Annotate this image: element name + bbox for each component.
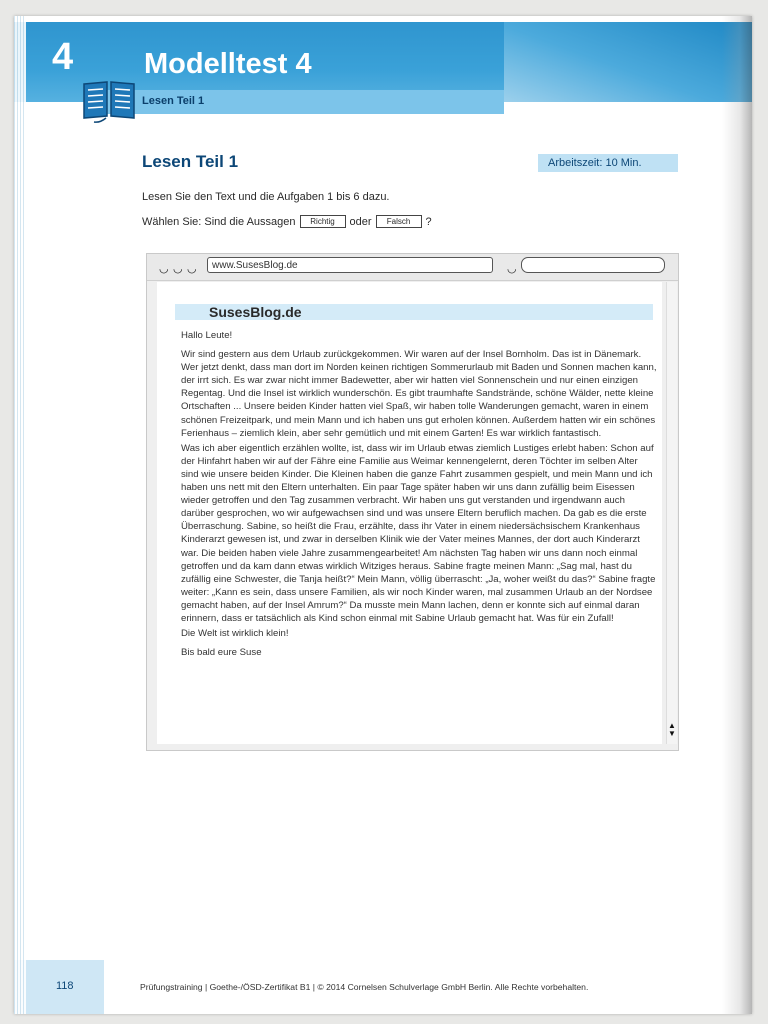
book-icon	[80, 76, 138, 124]
scrollbar	[666, 282, 677, 744]
instruction-prefix: Wählen Sie: Sind die Aussagen	[142, 215, 296, 228]
home-icon: ◡	[187, 263, 197, 275]
instruction-middle: oder	[349, 215, 372, 228]
worktime-label: Arbeitszeit: 10 Min.	[548, 157, 642, 169]
chapter-number: 4	[52, 36, 74, 78]
forward-icon: ◡	[173, 263, 183, 275]
page-sheet	[14, 16, 752, 1014]
search-field	[521, 257, 665, 273]
header-band-gradient	[504, 22, 752, 102]
blog-post	[181, 329, 657, 661]
blog-signature: Bis bald eure Suse	[181, 647, 262, 659]
binding-shadow	[722, 16, 752, 1014]
reload-icon: ◡	[507, 263, 517, 275]
scroll-arrows-icon: ▲ ▼	[668, 721, 676, 738]
browser-toolbar	[147, 254, 678, 281]
url-field: www.SusesBlog.de	[207, 257, 493, 273]
option-falsch-box: Falsch	[376, 215, 422, 228]
page-title: Modelltest 4	[144, 48, 312, 80]
section-title: Lesen Teil 1	[142, 152, 239, 171]
browser-window	[146, 253, 679, 751]
page-edges	[14, 16, 26, 1014]
page-number: 118	[56, 980, 74, 992]
instruction-suffix: ?	[425, 215, 432, 228]
blog-greeting: Hallo Leute!	[181, 330, 233, 341]
blog-paragraph-2: Was ich aber eigentlich erzählen wollte, ist, dass wir im Urlaub etwas ziemlich Lustiges erlebt haben: Schon auf der Hinfahrt haben wir auf der Fähre eine Familie aus Weimar kennengelernt, deren Töchter im selben Alter sind wie unsere beiden Kinder. Die Kleinen haben die ganze Fahrt zusammen gespielt, und mein Mann und ich haben uns nett mit den Eltern unterhalten. Ein paar Tage später haben wir uns dann zufällig beim Eisessen wieder getroffen und den Tag zusammen verbracht. Wir haben uns gut verstanden und irgendwann auch darüber gesprochen, wo wir aufgewachsen sind und was unsere Eltern beruflich machen. Da gab es die erste Überraschung. Sabine, so heißt die Frau, erzählte, dass ihr Vater in einem niedersächsischem Krankenhaus Kinderarzt gewesen ist, und zwar in derselben Klinik wie der Vater meines Mannes, der dort auch Kinderarzt war. Die beiden haben viele Jahre zusammengearbeitet! Am nächsten Tag haben wir uns dann noch einmal getroffen und da kam dann etwas wirklich Witziges heraus. Sabine fragte meinen Mann: „Sag mal, hast du zufällig eine Schwester, die Tanja heißt?“ Mein Mann, völlig überrascht: „Ja, woher weißt du das?“ Sabine fragte weiter: „Kann es sein, dass unsere Familien, als wir noch Kinder waren, mal zusammen Urlaub an der Nordsee gemacht haben, auf der Insel Amrum?“ Da musste mein Mann lachen, denn er konnte sich auf einmal daran erinnern, dass er tatsächlich als Kind schon einmal mit Sabine Urlaub gemacht hat. Was für ein Zufall!	[181, 442, 656, 624]
subheader-label: Lesen Teil 1	[142, 95, 205, 107]
blog-title: SusesBlog.de	[209, 304, 302, 320]
option-richtig-box: Richtig	[300, 215, 346, 228]
back-icon: ◡	[159, 263, 169, 275]
blog-paragraph-1: Wir sind gestern aus dem Urlaub zurückgekommen. Wir waren auf der Insel Bornholm. Das ist in Dänemark. Wer jetzt denkt, dass man dort im Norden keinen richtigen Sommerurlaub mit Baden und Sonnen machen kann, der irrt sich. Es war zwar nicht immer Badewetter, aber wir hatten viel Sonnenschein und nur einen einzigen Regentag. Und die Insel ist wirklich wunderschön. Es gibt traumhafte Sandstrände, schöne Wälder, nette kleine Ortschaften ... Unsere beiden Kinder hatten viel Spaß, wir haben tolle Wanderungen gemacht, waren in einem schönen Freizeitpark, und mein Mann und ich haben uns gut erholen können. Außerdem hatten wir ein schönes Ferienhaus – ziemlich klein, aber sehr gemütlich und mit einem Garten! Es war wirklich fantastisch.	[181, 349, 657, 439]
blog-closing-line: Die Welt ist wirklich klein!	[181, 628, 289, 640]
footer-text: Prüfungstraining | Goethe-/ÖSD-Zertifikat B1 | © 2014 Cornelsen Schulverlage GmbH Berlin. Alle Rechte vorbehalten.	[140, 982, 589, 992]
instruction-text-1: Lesen Sie den Text und die Aufgaben 1 bis 6 dazu.	[142, 191, 390, 203]
instruction-text-2	[142, 215, 432, 228]
